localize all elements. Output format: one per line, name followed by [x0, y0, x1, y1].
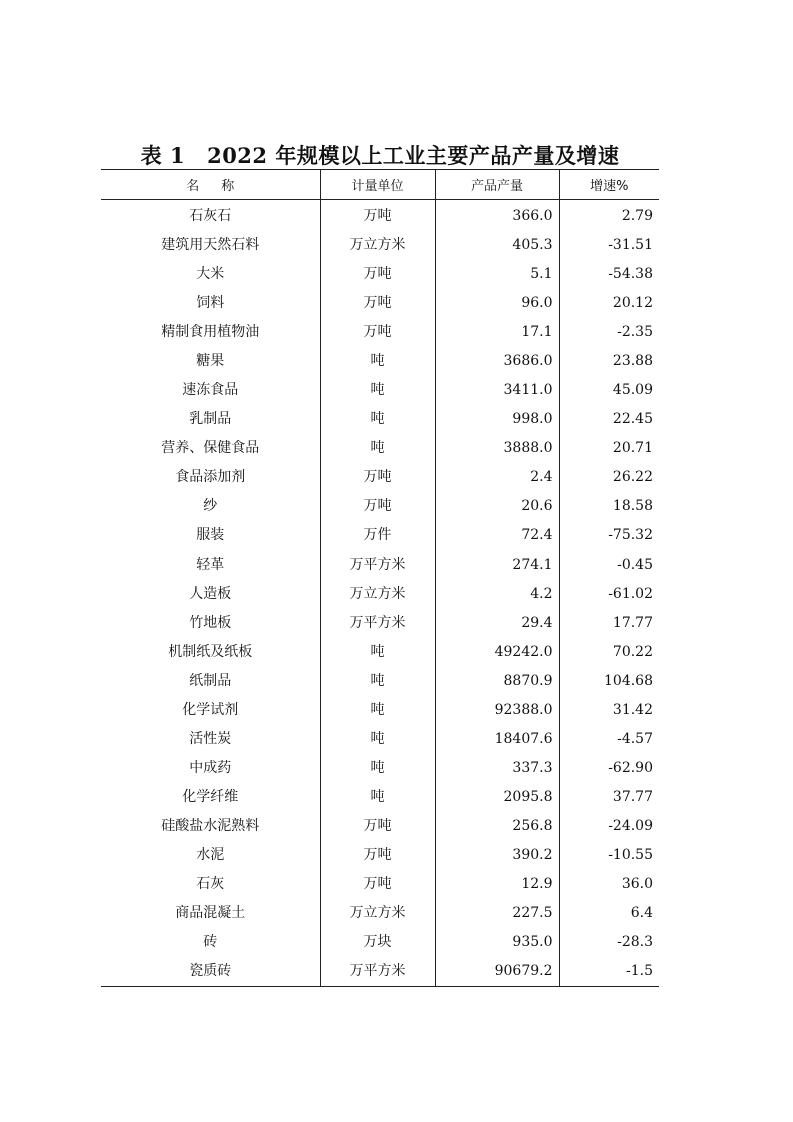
unit-cell: 万平方米 [320, 609, 435, 638]
growth-rate-cell: 2.79 [559, 200, 659, 232]
unit-cell: 吨 [320, 347, 435, 376]
output-cell: 3411.0 [435, 376, 559, 405]
product-name: 石灰石 [189, 208, 232, 224]
output-cell: 998.0 [435, 405, 559, 434]
product-name: 硅酸盐水泥熟料 [161, 817, 260, 834]
header-row [101, 170, 659, 200]
product-name: 化学纤维 [182, 788, 239, 805]
growth-rate-cell: -4.57 [559, 725, 659, 754]
growth-rate-cell: 70.22 [559, 638, 659, 667]
output-cell: 366.0 [435, 200, 559, 232]
unit-cell: 万平方米 [320, 551, 435, 580]
product-name: 建筑用天然石料 [161, 237, 260, 254]
unit-cell: 万吨 [320, 812, 435, 841]
unit-cell: 吨 [320, 405, 435, 434]
product-name: 人造板 [189, 585, 232, 602]
output-cell: 29.4 [435, 609, 559, 638]
table-title-text: 2022 年规模以上工业主要产品产量及增速 [207, 143, 620, 168]
unit-cell: 万吨 [320, 260, 435, 289]
product-name: 精制食用植物油 [161, 324, 260, 341]
growth-rate-cell: 6.4 [559, 899, 659, 928]
growth-rate-cell: -24.09 [559, 812, 659, 841]
header-name-part-1: 名 [186, 179, 200, 194]
header-unit: 计量单位 [320, 170, 435, 200]
product-name: 中成药 [189, 759, 232, 776]
growth-rate-cell: -61.02 [559, 580, 659, 609]
product-name: 瓷质砖 [101, 957, 320, 987]
table-row [101, 812, 659, 841]
output-cell: 96.0 [435, 289, 559, 318]
unit-cell: 万立方米 [320, 231, 435, 260]
product-name: 食品添加剂 [175, 469, 246, 486]
growth-rate-cell: 18.58 [559, 492, 659, 521]
table-row [101, 928, 659, 957]
unit-cell: 万块 [320, 928, 435, 957]
growth-rate-cell: 23.88 [559, 347, 659, 376]
growth-rate-cell: 104.68 [559, 667, 659, 696]
header-rate: 增速% [559, 170, 659, 200]
growth-rate-cell: -0.45 [559, 551, 659, 580]
output-cell: 2095.8 [435, 783, 559, 812]
table-row [101, 521, 659, 550]
growth-rate-cell: 20.71 [559, 434, 659, 463]
table-row [101, 957, 659, 987]
table-row [101, 492, 659, 521]
product-name: 纸制品 [189, 672, 232, 689]
unit-cell: 万立方米 [320, 899, 435, 928]
table-row [101, 405, 659, 434]
output-cell: 90679.2 [435, 957, 559, 987]
table-row [101, 463, 659, 492]
product-name: 轻革 [196, 556, 225, 573]
output-cell: 12.9 [435, 870, 559, 899]
product-name: 速冻食品 [182, 382, 239, 399]
growth-rate-cell: 26.22 [559, 463, 659, 492]
output-cell: 20.6 [435, 492, 559, 521]
table-row [101, 347, 659, 376]
header-output: 产品产量 [435, 170, 559, 200]
table-row [101, 696, 659, 725]
output-cell: 337.3 [435, 754, 559, 783]
growth-rate-cell: -31.51 [559, 231, 659, 260]
unit-cell: 万吨 [320, 841, 435, 870]
output-cell: 18407.6 [435, 725, 559, 754]
unit-cell: 万件 [320, 521, 435, 550]
growth-rate-cell: -54.38 [559, 260, 659, 289]
output-cell: 274.1 [435, 551, 559, 580]
unit-cell: 吨 [320, 376, 435, 405]
product-name: 饲料 [196, 295, 225, 312]
unit-cell: 万吨 [320, 289, 435, 318]
growth-rate-cell: 17.77 [559, 609, 659, 638]
table-row [101, 289, 659, 318]
product-name: 服装 [196, 527, 225, 544]
growth-rate-cell: -62.90 [559, 754, 659, 783]
table-row [101, 231, 659, 260]
table-header [101, 170, 659, 200]
growth-rate-cell: -1.5 [559, 957, 659, 987]
product-name: 机制纸及纸板 [168, 643, 253, 660]
table-row [101, 551, 659, 580]
table-row [101, 318, 659, 347]
unit-cell: 吨 [320, 783, 435, 812]
product-name: 化学试剂 [182, 701, 239, 718]
table-title [100, 140, 660, 170]
growth-rate-cell: -2.35 [559, 318, 659, 347]
growth-rate-cell: 45.09 [559, 376, 659, 405]
product-name: 竹地板 [189, 614, 232, 631]
unit-cell: 吨 [320, 434, 435, 463]
table-number: 表 1 [140, 143, 186, 168]
product-name: 活性炭 [189, 730, 232, 747]
product-name: 商品混凝土 [175, 905, 246, 922]
output-cell: 17.1 [435, 318, 559, 347]
table-row [101, 725, 659, 754]
growth-rate-cell: -28.3 [559, 928, 659, 957]
table-row [101, 609, 659, 638]
table-row [101, 260, 659, 289]
unit-cell: 吨 [320, 638, 435, 667]
unit-cell: 万吨 [320, 463, 435, 492]
growth-rate-cell: -75.32 [559, 521, 659, 550]
table-row [101, 580, 659, 609]
output-cell: 4.2 [435, 580, 559, 609]
unit-cell: 万立方米 [320, 580, 435, 609]
output-cell: 92388.0 [435, 696, 559, 725]
table-row [101, 841, 659, 870]
table-row [101, 899, 659, 928]
table-row [101, 754, 659, 783]
growth-rate-cell: 22.45 [559, 405, 659, 434]
header-name-part-2: 称 [221, 179, 235, 194]
product-name: 砖 [203, 934, 218, 951]
header-name [101, 170, 320, 200]
product-name: 水泥 [196, 847, 225, 863]
table-body [101, 200, 659, 987]
unit-cell: 万平方米 [320, 957, 435, 987]
product-name: 大米 [196, 266, 225, 283]
unit-cell: 吨 [320, 696, 435, 725]
unit-cell: 万吨 [320, 318, 435, 347]
output-cell: 49242.0 [435, 638, 559, 667]
growth-rate-cell: 36.0 [559, 870, 659, 899]
output-cell: 405.3 [435, 231, 559, 260]
table-row [101, 870, 659, 899]
output-cell: 3888.0 [435, 434, 559, 463]
growth-rate-cell: 37.77 [559, 783, 659, 812]
output-cell: 72.4 [435, 521, 559, 550]
growth-rate-cell: 31.42 [559, 696, 659, 725]
output-cell: 227.5 [435, 899, 559, 928]
product-name: 糖果 [196, 353, 225, 370]
unit-cell: 万吨 [320, 492, 435, 521]
product-name: 纱 [203, 498, 218, 515]
unit-cell: 吨 [320, 667, 435, 696]
product-name: 乳制品 [189, 411, 232, 428]
output-cell: 5.1 [435, 260, 559, 289]
unit-cell: 万吨 [320, 870, 435, 899]
product-name: 石灰 [196, 876, 225, 893]
output-cell: 256.8 [435, 812, 559, 841]
growth-rate-cell: 20.12 [559, 289, 659, 318]
table-row [101, 376, 659, 405]
table-row [101, 783, 659, 812]
output-cell: 390.2 [435, 841, 559, 870]
unit-cell: 吨 [320, 725, 435, 754]
output-cell: 2.4 [435, 463, 559, 492]
output-cell: 935.0 [435, 928, 559, 957]
output-cell: 3686.0 [435, 347, 559, 376]
table-row [101, 667, 659, 696]
product-name: 营养、保健食品 [161, 440, 260, 457]
product-output-table [101, 169, 659, 987]
table-row [101, 434, 659, 463]
unit-cell: 吨 [320, 754, 435, 783]
table-row [101, 200, 659, 232]
unit-cell: 万吨 [320, 200, 435, 232]
table-row [101, 638, 659, 667]
growth-rate-cell: -10.55 [559, 841, 659, 870]
output-cell: 8870.9 [435, 667, 559, 696]
